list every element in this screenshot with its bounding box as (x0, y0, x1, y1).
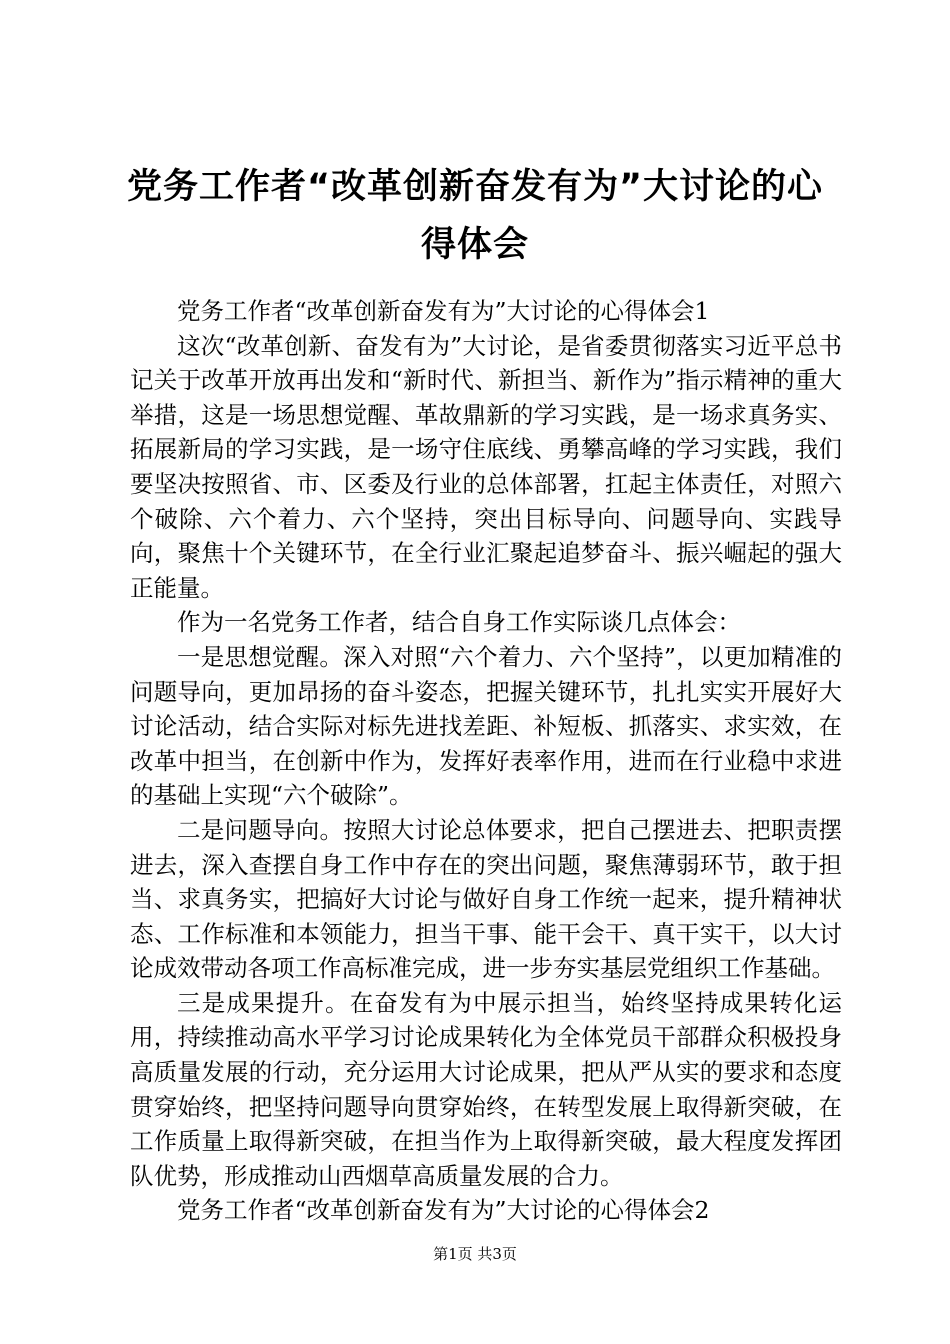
paragraph: 三是成果提升。在奋发有为中展示担当，始终坚持成果转化运用，持续推动高水平学习讨论成果转化为全体党员干部群众积极投身高质量发展的行动，充分运用大讨论成果，把从严从实的要求和态度贯穿始终，把坚持问题导向贯穿始终，在转型发展上取得新突破，在工作质量上取得新突破，在担当作为上取得新突破，最大程度发挥团队优势，形成推动山西烟草高质量发展的合力。 (130, 988, 842, 1190)
paragraph: 作为一名党务工作者，结合自身工作实际谈几点体会： (177, 608, 741, 637)
paragraph-heading-2: 党务工作者“改革创新奋发有为”大讨论的心得体会2 (177, 1196, 710, 1225)
paragraph: 一是思想觉醒。深入对照“六个着力、六个坚持”，以更加精准的问题导向，更加昂扬的奋斗姿态，把握关键环节，扎扎实实开展好大讨论活动，结合实际对标先进找差距、补短板、抓落实、求实效，在改革中担当，在创新中作为，发挥好表率作用，进而在行业稳中求进的基础上实现“六个破除”。 (130, 642, 842, 810)
paragraph: 这次“改革创新、奋发有为”大讨论，是省委贯彻落实习近平总书记关于改革开放再出发和“新时代、新担当、新作为”指示精神的重大举措，这是一场思想觉醒、革故鼎新的学习实践，是一场求真务实、拓展新局的学习实践，是一场守住底线、勇攀高峰的学习实践，我们要坚决按照省、市、区委及行业的总体部署，扛起主体责任，对照六个破除、六个着力、六个坚持，突出目标导向、问题导向、实践导向，聚焦十个关键环节，在全行业汇聚起追梦奋斗、振兴崛起的强大正能量。 (130, 331, 842, 602)
document-body (130, 294, 842, 1228)
paragraph-heading-1: 党务工作者“改革创新奋发有为”大讨论的心得体会1 (177, 297, 710, 325)
document-title: 党务工作者“改革创新奋发有为”大讨论的心得体会 (126, 167, 823, 265)
page-number-footer: 第1页 共3页 (433, 1245, 517, 1263)
paragraph: 二是问题导向。按照大讨论总体要求，把自己摆进去、把职责摆进去，深入查摆自身工作中存在的突出问题，聚焦薄弱环节，敢于担当、求真务实，把搞好大讨论与做好自身工作统一起来，提升精神状态、工作标准和本领能力，担当干事、能干会干、真干实干，以大讨论成效带动各项工作高标准完成，进一步夯实基层党组织工作基础。 (130, 815, 842, 983)
